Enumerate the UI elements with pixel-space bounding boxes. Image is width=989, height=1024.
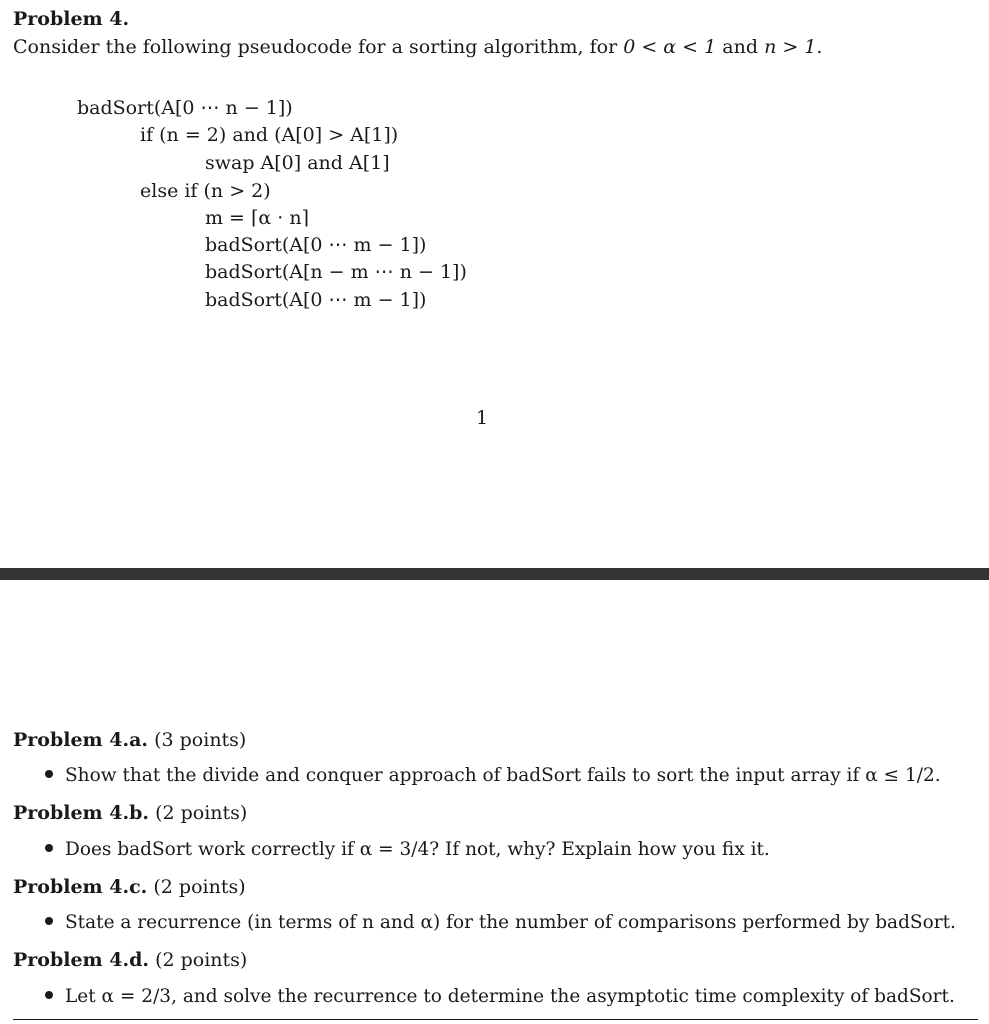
bullet-text: Does badSort work correctly if α = 3/4? If not, why? Explain how you fix it. <box>65 839 770 860</box>
bullet-icon <box>45 917 53 925</box>
subproblem-points: (2 points) <box>155 949 248 971</box>
subproblem-label: Problem 4.a. <box>13 729 149 751</box>
page-bottom <box>0 580 989 1024</box>
code-line-2: if (n = 2) and (A[0] > A[1]) <box>140 124 399 146</box>
subproblem-label: Problem 4.c. <box>13 876 148 898</box>
bullet-text: Show that the divide and conquer approach of badSort fails to sort the input array if α ≤ 1/2. <box>65 765 941 786</box>
intro-condition-n: n > 1. <box>764 36 823 58</box>
code-line-6: badSort(A[0 ⋯ m − 1]) <box>205 234 427 256</box>
subproblem-b-bullet <box>45 839 770 860</box>
code-line-4: else if (n > 2) <box>140 180 271 202</box>
intro-and: and <box>722 36 759 58</box>
page-divider <box>0 568 989 580</box>
intro-text: Consider the following pseudocode for a sorting algorithm, for <box>13 36 618 58</box>
code-line-8: badSort(A[0 ⋯ m − 1]) <box>205 289 427 311</box>
code-line-5: m = ⌈α · n⌉ <box>205 207 310 229</box>
problem-intro <box>13 36 822 58</box>
intro-condition-alpha: 0 < α < 1 <box>623 36 717 58</box>
bullet-icon <box>45 991 53 999</box>
bullet-text: State a recurrence (in terms of n and α) for the number of comparisons performed by badSort. <box>65 912 956 933</box>
code-line-7: badSort(A[n − m ⋯ n − 1]) <box>205 261 467 283</box>
subproblem-points: (2 points) <box>155 802 248 824</box>
code-line-3: swap A[0] and A[1] <box>205 152 390 174</box>
code-line-1: badSort(A[0 ⋯ n − 1]) <box>77 97 293 119</box>
bullet-icon <box>45 770 53 778</box>
subproblem-points: (3 points) <box>154 729 247 751</box>
bullet-icon <box>45 844 53 852</box>
subproblem-c-bullet <box>45 912 956 933</box>
bottom-rule <box>13 1019 978 1020</box>
page-number: 1 <box>476 407 489 429</box>
subproblem-a-bullet <box>45 765 941 786</box>
subproblem-d-heading <box>13 949 247 971</box>
problem-title: Problem 4. <box>13 8 130 30</box>
subproblem-b-heading <box>13 802 247 824</box>
subproblem-c-heading <box>13 876 246 898</box>
subproblem-label: Problem 4.d. <box>13 949 150 971</box>
bullet-text: Let α = 2/3, and solve the recurrence to determine the asymptotic time complexity of badSort. <box>65 986 955 1007</box>
subproblem-a-heading <box>13 729 246 751</box>
subproblem-label: Problem 4.b. <box>13 802 150 824</box>
subproblem-d-bullet <box>45 986 955 1007</box>
subproblem-points: (2 points) <box>153 876 246 898</box>
